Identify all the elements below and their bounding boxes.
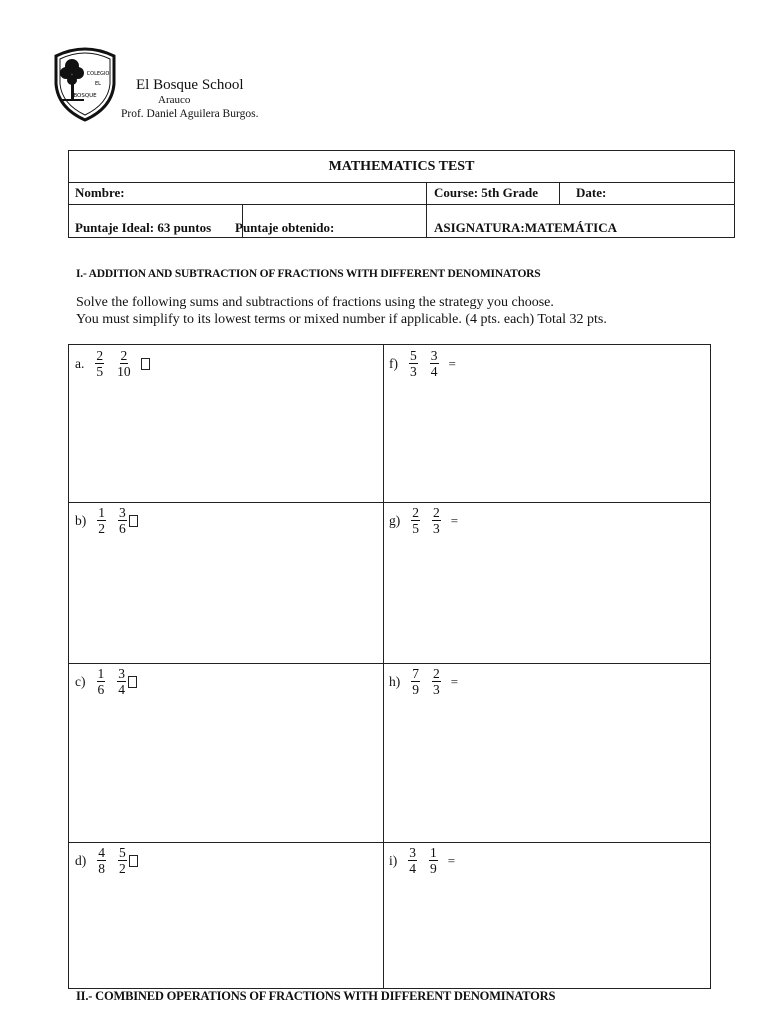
problem-d [75, 845, 138, 876]
missing-glyph-box [128, 676, 137, 688]
missing-glyph-box [141, 358, 150, 370]
logo-word-1: COLEGIO [86, 71, 110, 77]
problem-a [75, 348, 150, 379]
problem-g [389, 505, 458, 536]
problem-a-fraction-2: $\frac{2}{10}$ [117, 348, 131, 379]
problem-h [389, 666, 458, 697]
equals-sign: = [450, 673, 459, 689]
problem-c [75, 666, 137, 697]
instructions-line-2: You must simplify to its lowest terms or mixed number if applicable. (4 pts. each) Total 32 pts. [76, 312, 607, 327]
school-city: Arauco [158, 94, 191, 106]
section-1-title: I.- ADDITION AND SUBTRACTION OF FRACTIONS WITH DIFFERENT DENOMINATORS [76, 268, 541, 280]
problem-g-fraction-2: $\frac{2}{3}$ [433, 505, 440, 536]
problem-f-label: f) [389, 355, 398, 371]
problem-f-fraction-2: $\frac{3}{4}$ [430, 348, 438, 379]
problem-d-fraction-2: $\frac{5}{2}$ [119, 845, 126, 876]
subject-label: ASIGNATURA:MATEMÁTICA [434, 220, 617, 235]
problem-a-fraction-1: $\frac{2}{5}$ [96, 348, 104, 379]
problem-c-label: c) [75, 673, 86, 689]
section-2-title: II.- COMBINED OPERATIONS OF FRACTIONS WITH DIFFERENT DENOMINATORS [76, 989, 556, 1003]
info-row-name [69, 182, 734, 205]
problems-grid [68, 344, 711, 989]
problem-i-label: i) [389, 852, 398, 868]
problem-g-fraction-1: $\frac{2}{5}$ [412, 505, 419, 536]
problem-b-fraction-2: $\frac{3}{6}$ [119, 505, 126, 536]
equals-sign: = [448, 355, 456, 371]
problem-h-label: h) [389, 673, 401, 689]
name-field-label: Nombre: [75, 185, 125, 200]
problem-d-fraction-1: $\frac{4}{8}$ [98, 845, 105, 876]
school-name: El Bosque School [136, 77, 244, 93]
date-label: Date: [576, 185, 607, 200]
problem-i-fraction-2: $\frac{1}{9}$ [430, 845, 437, 876]
test-title: MATHEMATICS TEST [69, 151, 734, 183]
problem-a-label: a. [75, 355, 85, 371]
problem-b-fraction-1: $\frac{1}{2}$ [98, 505, 105, 536]
obtained-score-label: Puntaje obtenido: [235, 220, 335, 235]
problem-i-fraction-1: $\frac{3}{4}$ [409, 845, 416, 876]
logo-word-2: EL [95, 81, 101, 87]
problem-c-fraction-2: $\frac{3}{4}$ [118, 666, 125, 697]
ideal-score-label: Puntaje Ideal: 63 puntos [75, 220, 212, 235]
problem-f [389, 348, 456, 379]
problem-b-label: b) [75, 512, 87, 528]
problem-h-fraction-2: $\frac{2}{3}$ [433, 666, 440, 697]
problem-g-label: g) [389, 512, 401, 528]
equals-sign: = [447, 852, 456, 868]
problem-d-label: d) [75, 852, 87, 868]
missing-glyph-box [129, 855, 138, 867]
instructions-line-1: Solve the following sums and subtractions of fractions using the strategy you choose. [76, 295, 554, 310]
info-row-score [69, 204, 734, 238]
logo-word-3: BOSQUE [73, 93, 97, 99]
course-label: Course: 5th Grade [434, 185, 538, 200]
equals-sign: = [450, 512, 459, 528]
info-table [68, 150, 735, 238]
missing-glyph-box [129, 515, 138, 527]
problem-h-fraction-1: $\frac{7}{9}$ [412, 666, 419, 697]
problem-c-fraction-1: $\frac{1}{6}$ [97, 666, 105, 697]
problem-i [389, 845, 455, 876]
teacher-name: Prof. Daniel Aguilera Burgos. [121, 108, 259, 120]
problem-b [75, 505, 138, 536]
school-logo [50, 44, 120, 122]
problem-f-fraction-1: $\frac{5}{3}$ [410, 348, 417, 379]
